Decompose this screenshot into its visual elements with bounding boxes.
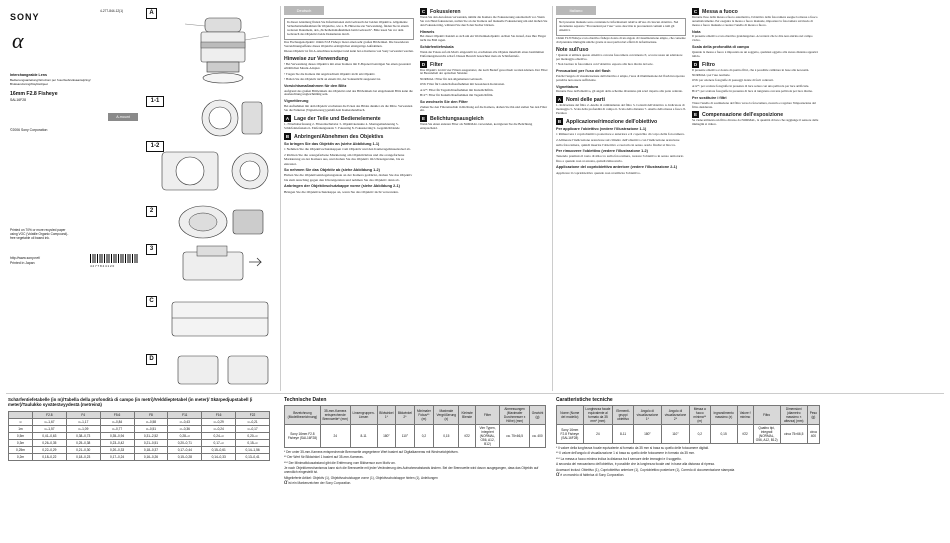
table-cell: 0,20–∞ (236, 432, 270, 439)
table-row (557, 425, 820, 444)
table-cell: 0,35–0,94 (100, 432, 134, 439)
paragraph: Tenendo premuto il tasto di sblocco sulla fotocamera, ruotare l'obiettivo in senso antiorario fino a quando non si arresta, quindi rimuoverlo. (556, 154, 684, 163)
table-header-cell: Valore f minimo (737, 406, 753, 425)
table-header-cell: Maximale Vergrößerung (x) (434, 406, 459, 425)
section-heading: B Applicazione/rimozione dell'obiettivo (557, 118, 658, 125)
filter-change-illustration (173, 242, 268, 287)
table-cell: 0,18–0,22 (32, 453, 66, 460)
sub-heading: Per rimuovere l'obiettivo (vedere l'illustrazione 1-2) (556, 148, 648, 153)
paragraph: Halten Sie die Objektiventriegelungstaste an der Kamera gedrückt, drehen Sie das Objektiv bis zum Anschlag gegen den Uhrzeigersinn und nehmen Sie das Objektiv dann ab. (284, 173, 413, 182)
filter-item: A12*: Filter für Tageslichtaufnahmen mit Kunstlichtfilm. (420, 87, 494, 92)
table-header-cell: Minimaler Fokus** (m) (414, 406, 433, 425)
table-cell: 0,15 (710, 425, 737, 444)
table-cell: 0,15–0,61 (202, 446, 236, 453)
spec-note: Je nach Objektivmechanismus kann sich die Brennweite mit jeder Veränderung des Aufnahmeabstands ändern. Bei der Brennweite wird davon ausgegangen, dass das Objektiv auf unendlich eingestellt ist. (284, 466, 539, 475)
table-header-cell: Nome (Nome del modello) (557, 406, 584, 425)
bullet: • Quando si utilizza questo obiettivo con una fotocamera con innesto E, occorre usare un adattatore per montaggio obiettivo. (556, 53, 683, 61)
paragraph: Bringen Sie die Objektivschutzkappe an, wenn Sie das Objektiv nicht verwenden. (284, 189, 399, 194)
alpha-logo: α (12, 28, 24, 53)
paragraph: Bei dieser Objektiv handelt es sich um ein Weitwinkelobjektiv. Achten Sie darauf, dass Ihre Finger nicht ins Bild ragen. (420, 34, 547, 43)
table-cell: 0,41–0,63 (32, 432, 66, 439)
table-header-cell: Ingrandimento massimo (x) (710, 406, 737, 425)
table-header-cell (9, 411, 33, 418)
paragraph: Durante l'uso della messa a fuoco automatica, l'obiettivo della fotocamera esegue la messa a fuoco automaticamente. Per eseguire la messa a fuoco manuale, impostare la fotocamera sul modo di messa a fuoco manuale e ruotare l'anello di messa a fuoco. (692, 15, 818, 27)
focus-scale-illustration (168, 296, 273, 341)
title-line-3: Bruksanvisning/Käyttöohjeet (10, 82, 48, 86)
table-header-cell: Elementi-gruppi obiettivo (613, 406, 634, 425)
table-cell: 0,21–0,30 (66, 446, 100, 453)
table-header-cell: F22 (236, 411, 270, 418)
table-cell: ∞–0,17 (236, 425, 270, 432)
table-cell: 0,14–0,33 (202, 453, 236, 460)
printed-in: Printed in Japan (10, 261, 35, 265)
table-cell: 0,38–0,73 (66, 432, 100, 439)
table-header-cell: Filter (475, 406, 500, 425)
table-cell: 0,18–0,23 (66, 453, 100, 460)
step: 1 Rimuovere i copriobiettivo posteriore e anteriore e il coperchio di corpo della fotocamera. (556, 132, 685, 137)
sub-heading: Hinweis (420, 29, 435, 34)
table-cell: ∞–0,84 (100, 418, 134, 425)
figure-label-a: A (146, 8, 157, 19)
dof-table (8, 411, 270, 461)
table-cell: Quattro tipi, integrati (NORMAL, O56, A12, B12) (753, 425, 780, 444)
section-heading: A Nomi delle parti (557, 97, 605, 104)
paragraph: Ziehen Sie den Filtereinschub in Richtung auf die Kamera, drehen Sie ihn und stellen Sie den Filter ein. (420, 104, 548, 113)
figure-label-d: D (146, 354, 157, 365)
recycle-note-2: using VOC (Volatile Organic Compound)- (10, 232, 69, 236)
table-header-cell: Filtro (753, 406, 780, 425)
table-header-cell: F4 (66, 411, 100, 418)
lens-parts-illustration (183, 12, 273, 92)
table-cell: ∞–0,29 (202, 418, 236, 425)
table-cell: 0,15–∞ (236, 439, 270, 446)
spec-title-german: Technische Daten (284, 397, 327, 403)
section-heading: C Fokussieren (421, 8, 461, 15)
step: 2 Richten Sie die orangefarbene Markierung am Objektivtubus und die orangefarbene Markierung an der Kamera aus, und drehen Sie das Objektiv im Uhrzeigersinn, bis es einrastet. (284, 152, 405, 166)
product-name: 16mm F2.8 Fisheye (10, 91, 58, 97)
table-header-cell: Kleinste Blende (459, 406, 475, 425)
hood-illustration (168, 350, 273, 390)
sub-heading: Vignettierung (284, 99, 309, 104)
brand-logo: SONY (10, 12, 40, 22)
paragraph: Das Objektiv ist mit vier Filtern ausgestattet, die nach Bedarf gewechselt werden können. Der Filter ist Bestandteil der optischen Struktur. (420, 67, 548, 76)
filter-item: B12*: Filter für Kunstlichtaufnahmen mit Tageslichtfilm. (420, 93, 494, 98)
table-header-cell: Bezeichnung (Modellbezeichnung) (285, 406, 321, 425)
sub-heading: So nehmen Sie das Objektiv ab (siehe Abbildung 1-2) (284, 167, 380, 172)
bullet: • Halten Sie das Objektiv nicht an einem Ort, der Sonnenlicht ausgesetzt ist. (284, 77, 382, 82)
italian-column-1 (556, 6, 686, 391)
section-heading: E Compensazione dell'esposizione (693, 112, 784, 119)
table-header-cell: Bildwinkel 2* (396, 406, 415, 425)
table-header-cell: Angolo di visualizzazione 2* (661, 406, 689, 425)
included-items: Mitgelieferte Artikel: Objektiv (1), Objektivschutzkappe vorne (1), Objektivschutzkappe hinten (1), Anleitungen (284, 475, 438, 480)
table-header-cell: Bildwinkel 1* (377, 406, 396, 425)
table-cell: 0,24–∞ (202, 432, 236, 439)
table-cell: ∞–0,77 (100, 425, 134, 432)
table-cell: ∞–0,58 (134, 418, 168, 425)
table-cell: 24 (583, 425, 613, 444)
figure-label-1-2: 1-2 (146, 141, 164, 152)
intro-text: Nel presente manuale sono contenute le informazioni relative all'uso di ciascun obiettivo. Nel documento separato "Precauzioni per l'uso" sono descritte le precauzioni comuni a tutti gli obiettivi. (556, 18, 686, 36)
table-cell: Vier Typen, integriert (NORMAL, O56, A12, B12) (475, 425, 500, 448)
table-header-cell: F16 (202, 411, 236, 418)
title-line-1: Interchangeable Lens (10, 73, 47, 77)
recycle-note-3: free vegetable oil based ink. (10, 236, 50, 240)
table-cell: 0,17–0,24 (100, 453, 134, 460)
step: 2 Allineare l'indicazione arancione sul cilindro dell'obiettivo con l'indicazione arancione sulla fotocamera, quindi inserire l'obiettivo e ruotarlo in senso orario finché si blocca. (556, 138, 680, 147)
table-cell: 8-11 (613, 425, 634, 444)
table-header-cell: Angolo di visualizzazione 1* (633, 406, 661, 425)
german-column-2 (420, 6, 548, 391)
paragraph: Wenn Sie einen anderen Filter als NORMAL verwenden, korrigieren Sie die Belichtung entsprechend. (420, 122, 533, 131)
sub-heading: Schärfentiefeskala (420, 45, 454, 50)
trademark-note: α è un marchio di fabbrica di Sony Corporation. (556, 472, 625, 479)
sub-heading: Per applicare l'obiettivo (vedere l'illustrazione 1-1) (556, 126, 647, 131)
sub-heading: So bringen Sie das Objektiv an (siehe Abbildung 1-1) (284, 141, 380, 146)
paragraph: Poiché l'angolo di visualizzazione dell'obiettivo è ampio, l'area di illuminazione del flash incorporato potrebbe non essere sufficiente. (556, 73, 685, 82)
spec-title-italian: Caratteristiche tecniche (556, 397, 613, 403)
table-cell: 0,18–0,37 (134, 446, 168, 453)
table-header-cell: Gewicht (g) (529, 406, 545, 425)
filter-item: NORMAL: Filter für den allgemeinen Gebrauch. (420, 76, 483, 81)
table-header-cell: F2.8 (32, 411, 66, 418)
table-cell: Sony 16mm F2.8 Fisheye (SAL16F28) (557, 425, 584, 444)
table-cell: 0,31–2,52 (134, 432, 168, 439)
spec-note: ** Der Wert für Bildwinkel 1 basiert auf 35-mm-Kameras. (284, 455, 364, 460)
spec-table-german (284, 405, 546, 448)
document-code: 4-277-844-12(1) (100, 9, 124, 13)
title-line-2: Bedienungsanleitung/Istruzioni per l'uso/Gebruiksaanwijzing/ (10, 78, 91, 82)
table-cell: 1m (9, 425, 33, 432)
sub-heading: Nota (692, 29, 701, 34)
spec-note: *** Der Minimalfokusabstand gibt die Entfernung vom Bildsensor zum Motiv an. (284, 460, 396, 465)
table-cell: 0,2 (689, 425, 710, 444)
table-cell: ∞–0,36 (168, 425, 202, 432)
paragraph: 16mm F2.8 Fisheye è un obiettivo fisheye dotato di un angolo di visualizzazione ampio, che consente di riprendere immagini uniche grazie ai suoi particolari effetti di deformazione. (556, 36, 686, 45)
table-cell: ∞–1,57 (32, 425, 66, 432)
spec-note: ** Il valore dell'angolo di visualizzazione 1 si basa su quello delle fotocamere in formato da 35 mm. (556, 451, 695, 456)
table-cell: 0,5m (9, 432, 33, 439)
section-heading: D Filter (421, 61, 443, 68)
figure-label-3: 3 (146, 244, 157, 255)
cover (8, 6, 138, 391)
figure-column (143, 6, 278, 391)
paragraph: Dieses Objektiv ist für A-Anschluss konzipiert und kann bei α-Kameras von Sony verwendet werden. (284, 49, 414, 54)
table-header-cell: F8 (134, 411, 168, 418)
recycle-note-1: Printed on 70% or more recycled paper (10, 228, 66, 232)
table-header-cell: Dimensioni (diametro massimo × altezza) (mm) (780, 406, 807, 425)
paragraph: Das Fischaugenobjektiv 16mm F2.8 Fisheye bietet einen sehr großen Bildwinkel. Die besonderen Verzeichnungseffekte dieses Objektivs ermöglichen einzigartige Aufnahmen. (284, 40, 409, 49)
table-header-cell: F5.6 (100, 411, 134, 418)
bullet: • Tragen Sie die Kamera mit angebrachtem Objektiv nicht am Objektiv. (284, 71, 376, 76)
included-items: Accessori inclusi: Obiettivo (1), Copriobiettivo anteriore (1), Copriobiettivo posteriore (1), Corredo di documentazione stampata (556, 467, 735, 472)
sony-url: http://www.sony.net/ (10, 256, 41, 260)
paragraph: Il presente obiettivo è un obiettivo grandangolare. Accertarsi che le dita non entrino nel campo visivo. (692, 34, 813, 43)
table-header-cell: Messa a fuoco minima** (m) (689, 406, 710, 425)
table-cell: ∞–0,43 (168, 418, 202, 425)
paragraph: Applicare il copriobiettivo quando non si utilizza l'obiettivo. (556, 170, 641, 175)
italian-spec-section (556, 397, 820, 537)
paragraph: Durante l'uso dell'obiettivo, gli angoli dello schermo diventano più scuri rispetto alla parte centrale. (556, 89, 683, 94)
sub-heading: Vignettatura (556, 84, 579, 89)
table-cell: 0,20–0,71 (168, 439, 202, 446)
table-cell: ∞–0,24 (202, 425, 236, 432)
paragraph: Bei Aufnahmen mit dem Objektiv erscheinen die Ecken des Bildes dunkler als die Mitte. Verwenden Sie die Funktion [Vignettierung] gemäß dem Kamerahandbuch. (284, 103, 413, 112)
spec-table-italian (556, 405, 820, 444)
table-cell: 0,14–1,56 (236, 446, 270, 453)
table-row (9, 432, 270, 439)
table-row (285, 425, 546, 448)
paragraph: Il presente obiettivo è dotato di quattro filtri, che è possibile cambiare in base alle necessità. (692, 67, 810, 72)
copyright: ©2006 Sony Corporation (10, 128, 48, 132)
table-cell: 0,15–0,28 (168, 453, 202, 460)
figure-label-1-1: 1-1 (146, 96, 164, 107)
table-cell: ∞–0,21 (236, 418, 270, 425)
spec-note: * Il valore della lunghezza focale equivalente al formato da 35 mm si basa su quello delle fotocamere digitali. (556, 446, 709, 450)
section-heading: A Lage der Teile und Bedienelemente (285, 115, 381, 122)
trademark-note: α ist ein Markenzeichen der Sony Corporation. (284, 479, 352, 486)
table-row (9, 418, 270, 425)
table-header-cell: Lunghezza focale equivalente al formato da 35 mm* (mm) (583, 406, 613, 425)
table-cell: 0,2m (9, 453, 33, 460)
table-cell: 180° (633, 425, 661, 444)
figure-label-2: 2 (146, 206, 157, 217)
paragraph: Quando la messa a fuoco è impostata su un soggetto, qualsiasi oggetto alla stessa distanza apparirà nitido. (692, 49, 818, 58)
bullet: • Bei Verwendung dieses Objektivs mit einer Kamera mit E-Bajonett benötigen Sie einen gesondert erhältlichen Mount-Adapter. (284, 62, 411, 71)
table-cell: 110° (396, 425, 415, 448)
table-cell: ∞–1,17 (66, 418, 100, 425)
filter-item: A12*: per scattare fotografie in presenza di luce solare con una pellicola per luce artificiale. (692, 83, 810, 88)
table-cell: ca. 75×66,5 (500, 425, 530, 448)
remove-lens-illustration (158, 146, 273, 196)
barcode-number: 4 2 7 7 8 4 4 1 2 0 (90, 264, 115, 268)
table-cell: 8-11 (350, 425, 377, 448)
sub-heading: Scala della profondità di campo (692, 45, 750, 50)
german-column-1 (284, 6, 414, 391)
table-header-cell: F11 (168, 411, 202, 418)
table-cell: 0,17–0,44 (168, 446, 202, 453)
spec-note: A seconda del meccanismo dell'obiettivo, è possibile che la lunghezza focale vari in base alla distanza di ripresa. (556, 462, 715, 467)
bullet: • Non lasciare la fotocamera con l'obiettivo esposto alla luce diretta del sole. (556, 62, 654, 67)
filter-item: B12*: per scattare fotografie in presenza di luce al tungsteno con una pellicola per luce diurna. (692, 89, 813, 94)
table-cell: 0,25m (9, 446, 33, 453)
section-heading: E Belichtungsausgleich (421, 116, 484, 123)
table-cell: 0,26–0,35 (32, 439, 66, 446)
german-spec-section (284, 397, 546, 537)
table-header-cell: Peso (g) (807, 406, 819, 425)
barcode (90, 254, 138, 263)
language-tab-german: Deutsch (284, 6, 324, 15)
table-cell: Sony 16mm F2.8 Fisheye (SAL16F28) (285, 425, 321, 448)
sub-heading: Anbringen der Objektivschutzkappe vorne (siehe Abbildung 2-1) (284, 184, 400, 189)
table-cell: 0,21–0,51 (134, 439, 168, 446)
depth-of-field-section (8, 397, 270, 537)
filter-item: O56: Filter für Landschaftsaufnahmen mit besonderen Kontrasten. (420, 82, 505, 87)
section-heading: B Anbringen/Abnehmen des Objektivs (285, 133, 384, 140)
table-cell: circa 400 (807, 425, 819, 444)
intro-text: In dieser Anleitung finden Sie Informationen zum Gebrauch der beiden Objektive. Allgemeine Sicherheitsmaßnahmen für Objektive, wie z. B. Hinweise zur Verwendung, finden Sie in einem weiteren Dokument, den „Sicherheitsmaßnahmen beim Gebrauch". Bitte lesen Sie vor dem Gebrauch des Objektivs beide Dokumente durch. (284, 18, 414, 40)
figure-label-c: C (146, 296, 157, 307)
section-heading: C Messa a fuoco (693, 8, 738, 15)
table-cell: 0,20–0,33 (100, 446, 134, 453)
spec-note: * Der unter 35-mm-Kamera entsprechende Brennweite angegebene Wert basiert auf Digitalkameras mit Wechselobjektiven. (284, 450, 459, 454)
table-cell: 0,15 (434, 425, 459, 448)
dof-table-title: Schärfentiefetabelle (in m)/Tabella della profondità di campo (in metri)/Velddieptetabel (in meter)/ Skärpedjupstabell (i meter)/Taulukko syväterävyydestä (metreinä) (8, 397, 253, 408)
table-cell: ∞–1,09 (66, 425, 100, 432)
table-row (9, 453, 270, 460)
section-heading: Note sull'uso (556, 47, 589, 54)
table-row (9, 446, 270, 453)
sub-heading: Per sostituire i filtri (692, 96, 727, 101)
table-cell: 0,23–0,42 (100, 439, 134, 446)
table-cell: circa 75×66,5 (780, 425, 807, 444)
paragraph: Wenn der Fokus auf ein Motiv eingestellt ist, erscheinen alle Objekte innerhalb eines bestimmten Entfernungsbereichs scharf. Diesen Bereich bezeichnet man als Schärfentiefe. (420, 49, 545, 58)
table-cell: 0,16–0,26 (134, 453, 168, 460)
step: 1 Nehmen Sie die Objektivschutzkappen vom Objektiv und den Kameragehäusedeckel ab. (284, 147, 411, 152)
paragraph: Wenn Sie den Autofokus verwenden, nimmt die Kamera die Fokussierung automatisch vor. Wenn Sie von Hand fokussieren, stellen Sie an der Kamera auf manuelle Fokussierung um und drehen Sie den Fokussierring, während Sie durch den Sucher blicken. (420, 15, 548, 27)
table-cell: 0,22–0,29 (32, 446, 66, 453)
model-number: SAL16F28 (10, 98, 27, 102)
sub-heading: Precauzioni per l'uso del flash (556, 69, 611, 74)
mount-badge: A-mount (108, 113, 138, 121)
sub-heading: So wechseln Sie den Filter (420, 99, 468, 104)
table-header-cell: Linsengruppen-Linsen (350, 406, 377, 425)
table-cell: 24 (320, 425, 350, 448)
table-cell: 0,2 (414, 425, 433, 448)
table-cell: 0,25–0,38 (66, 439, 100, 446)
table-cell: ∞ (9, 418, 33, 425)
table-cell: 110° (661, 425, 689, 444)
table-header-cell: 35-mm-Kamera entsprechende Brennweite* (mm) (320, 406, 350, 425)
table-cell: 0,17–∞ (202, 439, 236, 446)
parts-list: 1- Indicazione del filtro 2- Anello di cambiamento del filtro 3- Contatti dell'obiettivo 4- Indicatore di montaggio 5- Scala della profondità di campo 6- Scala della distanza 7- Anello della messa a fuoco 8- Paraluce (556, 103, 686, 115)
paragraph: Aufgrund des großen Bildwinkels des Objektivs und des Bildwinkels bei eingebautem Blitz kann die Ausleuchtung ungleichmäßig sein. (284, 88, 413, 97)
parts-list: 1- Filterhalterfassung 2- Filtereinschubslot 3- Objektivkontakte 4- Montagemarkierung 5- Schärfentiefeskala 6- Entfernungsskala 7- Fokusring 8- Fokussierring 9- Gegenlichtblende (284, 121, 400, 130)
table-header-cell: Abmessungen (Maximaler Durchmesser x Höhe) (mm) (500, 406, 530, 425)
attach-lens-illustration (198, 96, 268, 141)
table-cell: ∞–1,67 (32, 418, 66, 425)
filter-item: NORMAL: per l'uso normale. (692, 72, 731, 77)
table-cell: f/22 (737, 425, 753, 444)
language-tab-italian: Italiano (556, 6, 596, 15)
section-heading: D Filtro (693, 61, 715, 68)
section-heading: Hinweise zur Verwendung (284, 56, 348, 63)
table-row (9, 425, 270, 432)
italian-column-2 (692, 6, 820, 391)
table-cell: ca. 400 (529, 425, 545, 448)
table-row (9, 439, 270, 446)
filter-item: O56: per ottenere fotografie di paesaggi dotate di forti contrasti. (692, 78, 774, 83)
spec-note: *** La messa a fuoco minima indica la distanza tra il sensore delle immagini e il soggetto. (556, 456, 682, 461)
table-cell: f/22 (459, 425, 475, 448)
sub-heading: Vorsichtsmaßnahmen für den Blitz (284, 83, 347, 88)
lens-cap-illustration (173, 202, 268, 242)
paragraph: Se viene utilizzato un filtro diverso da NORMAL, la quantità di luce che raggiunge il sensore delle immagini si riduce. (692, 118, 819, 127)
table-cell: 0,13–0,41 (236, 453, 270, 460)
table-cell: 180° (377, 425, 396, 448)
table-cell: ∞–0,51 (134, 425, 168, 432)
table-cell: 0,28–∞ (168, 432, 202, 439)
paragraph: Tirare l'anello di sostituzione del filtro verso la fotocamera, ruotarlo e regolare l'impostazione del filtro desiderata. (692, 100, 816, 109)
sub-heading: Applicazione del copriobiettivo anteriore (vedere l'illustrazione 2-1) (556, 165, 677, 170)
table-cell: 0,3m (9, 439, 33, 446)
